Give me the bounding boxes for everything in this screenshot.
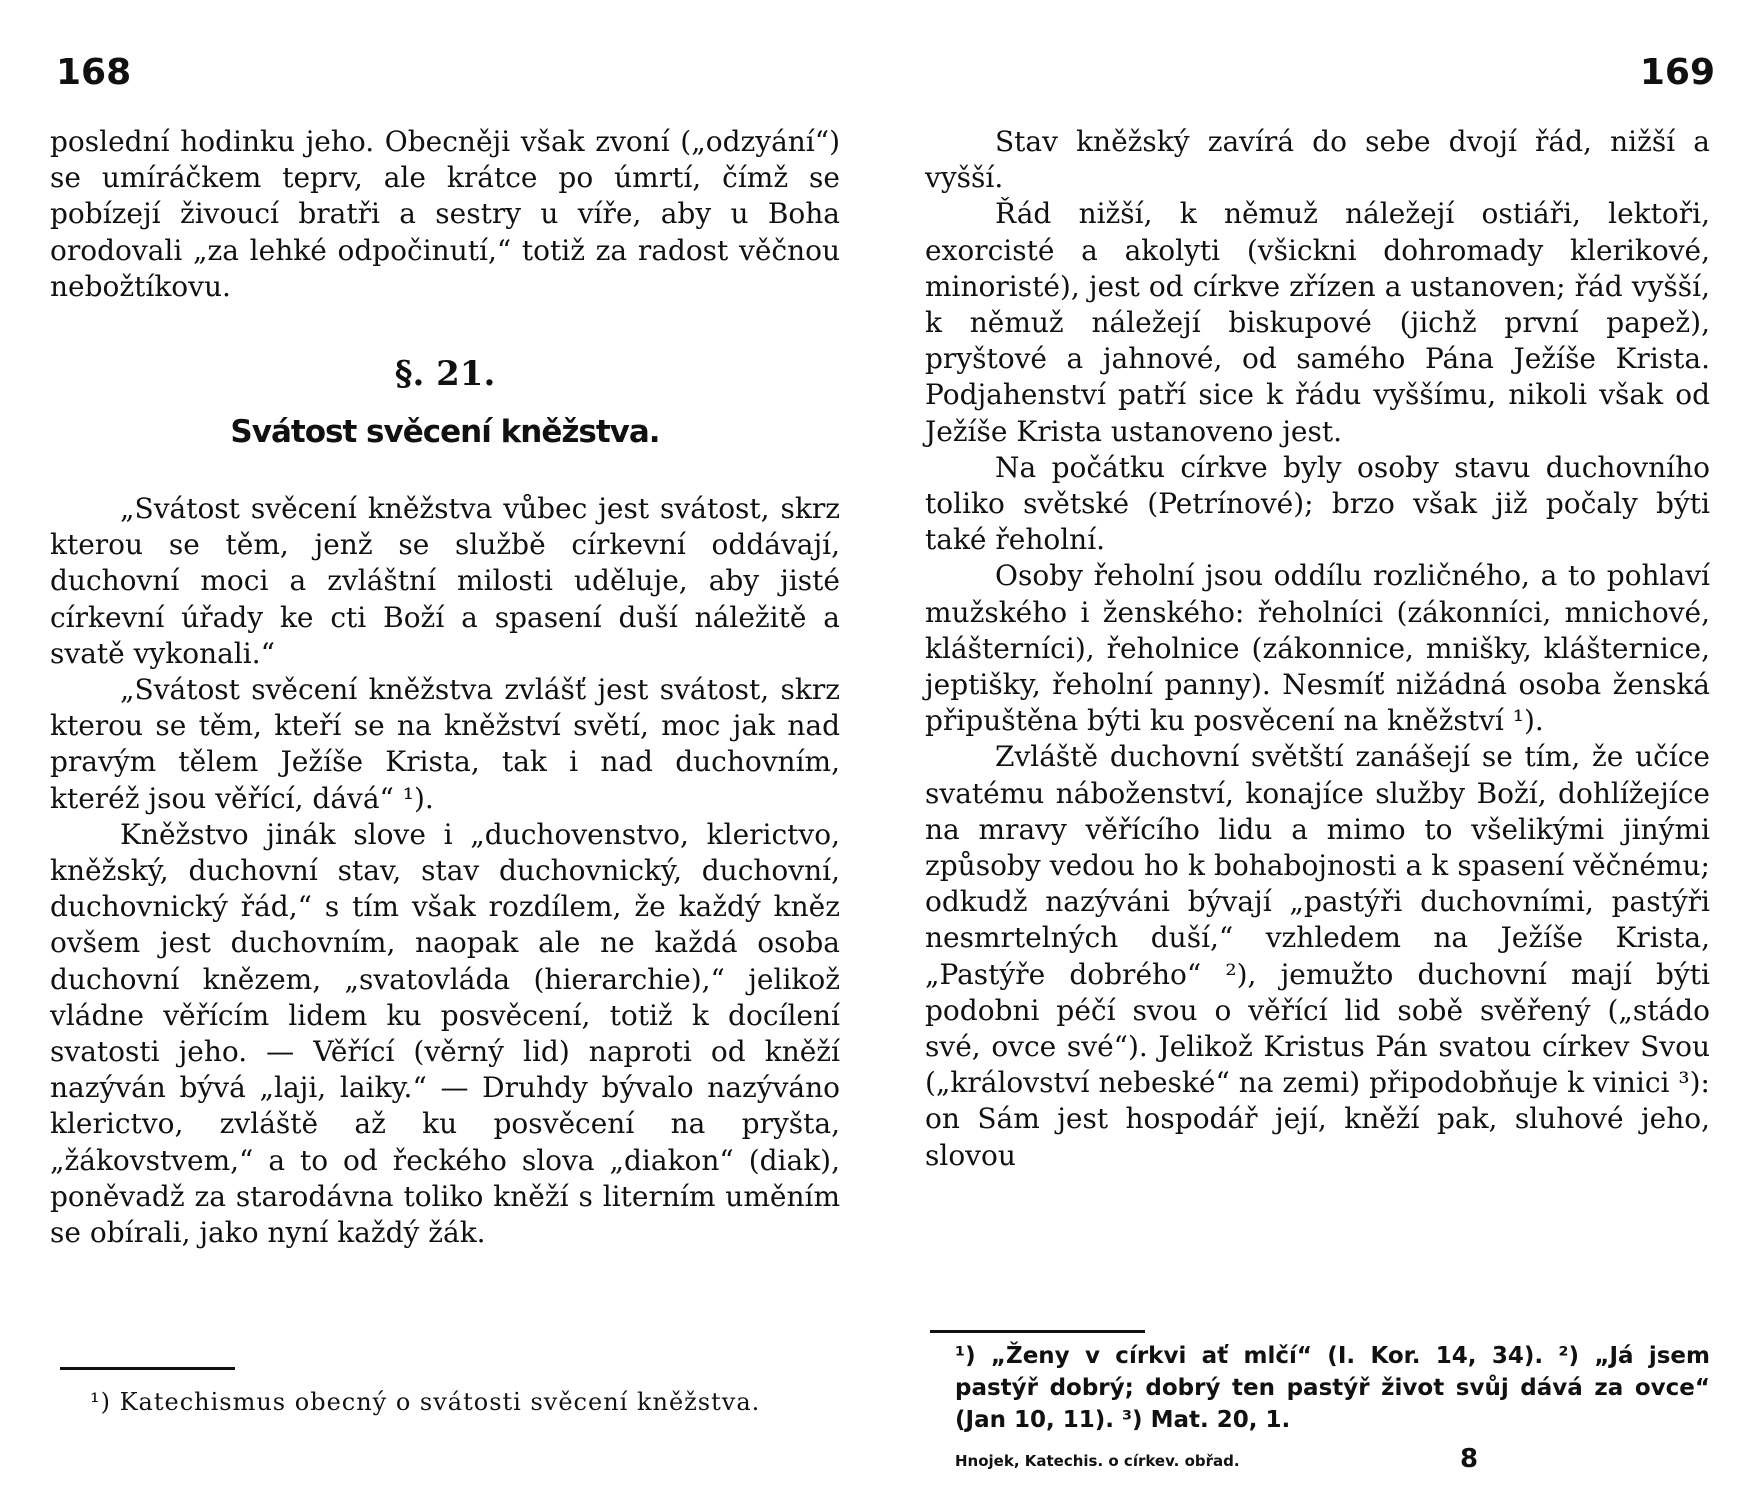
paragraph: Stav kněžský zavírá do sebe dvojí řád, nižší a vyšší.	[925, 125, 1710, 195]
footnote-rule	[930, 1330, 1145, 1333]
footnote-right: ¹) „Ženy v církvi ať mlčí“ (I. Kor. 14, 34). ²) „Já jsem pastýř dobrý; dobrý ten pastýř život svůj dává za ovce“ (Jan 10, 11). ³) Mat. 20, 1.	[955, 1343, 1710, 1433]
paragraph: poslední hodinku jeho. Obecněji však zvoní („odzyání“) se umíráčkem teprv, ale krátce po úmrtí, čímž se pobízejí živoucí bratři a sestry u víře, aby u Boha orodovali „za lehké odpočinutí,“ totiž za radost věčnou nebožtíkovu.	[50, 125, 840, 303]
paragraph: „Svátost svěcení kněžstva vůbec jest svátost, skrz kterou se těm, jenž se službě církevní oddávají, duchovní moci a zvláštní milosti uděluje, aby jisté církevní úřady ke cti Boží a spasení duší náležitě a svatě vykonali.“	[50, 492, 840, 670]
left-body-text	[50, 124, 840, 1251]
printer-signature: Hnojek, Katechis. o církev. obřad.	[955, 1452, 1240, 1470]
sheet-number: 8	[1460, 1444, 1479, 1474]
section-title: Svátost svěcení kněžstva.	[230, 414, 660, 451]
page-number-right: 169	[1639, 52, 1715, 93]
right-body-text	[925, 124, 1710, 1174]
paragraph: Řád nižší, k němuž náležejí ostiáři, lektoři, exorcisté a akolyti (všickni dohromady klerikové, minoristé), jest od církve zřízen a ustanoven; řád vyšší, k němuž náležejí biskupové (jichž první papež), pryštové a jahnové, od samého Pána Ježíše Krista. Podjahenství patří sice k řádu vyššímu, nikoli však od Ježíše Krista ustanoveno jest.	[925, 197, 1710, 448]
footnote-left: ¹) Katechismus obecný o svátosti svěcení kněžstva.	[90, 1388, 761, 1416]
paragraph: Kněžstvo jinák slove i „duchovenstvo, klerictvo, kněžský, duchovní stav, stav duchovnický, duchovní, duchovnický řád,“ s tím však rozdílem, že každý kněz ovšem jest duchovním, naopak ale ne každá osoba duchovní knězem, „svatovláda (hierarchie),“ jelikož vládne věřícím lidem ku posvěcení, totiž k docílení svatosti jeho. — Věřící (věrný lid) naproti od kněží nazýván bývá „laji, laiky.“ — Druhdy bývalo nazýváno klerictvo, zvláště až ku posvěcení na pryšta, „žákovstvem,“ a to od řeckého slova „diakon“ (diak), poněvadž za starodávna toliko kněží s literním uměním se obírali, jako nyní každý žák.	[50, 817, 840, 1250]
paragraph: Osoby řeholní jsou oddílu rozličného, a to pohlaví mužského i ženského: řeholníci (zákonníci, mnichové, klášterníci), řeholnice (zákonnice, mnišky, klášternice, jeptišky, řeholní panny). Nesmíť nižádná osoba ženská připuštěna býti ku posvěcení na kněžství ¹).	[925, 559, 1710, 738]
paragraph: Zvláště duchovní světští zanášejí se tím, že učíce svatému náboženství, konajíce služby Boží, dohlížejíce na mravy věřícího lidu a mimo to všelikými jinými způsoby vedou ho k bohabojnosti a k spasení věčnému; odkudž nazýváni bývají „pastýři duchovními, pastýři nesmrtelných duší,“ vzhledem na Ježíše Krista, „Pastýře dobrého“ ²), jemužto duchovní mají býti podobni péčí svou o věřící lid sobě svěřený („stádo své, ovce své“). Jelikož Kristus Pán svatou církev Svou („království nebeské“ na zemi) připodobňuje k vinici ³): on Sám jest hospodář její, kněží pak, sluhové jeho, slovou	[925, 740, 1710, 1172]
page-number-left: 168	[56, 52, 132, 93]
paragraph: „Svátost svěcení kněžstva zvlášť jest svátost, skrz kterou se těm, kteří se na kněžství světí, moc jak nad pravým tělem Ježíše Krista, tak i nad duchovním, kteréž jsou věřící, dává“ ¹).	[50, 673, 840, 815]
section-number: §. 21.	[394, 354, 496, 395]
paragraph: Na počátku církve byly osoby stavu duchovního toliko světské (Petrínové); brzo však již počaly býti také řeholní.	[925, 450, 1710, 557]
footnote-rule	[60, 1367, 235, 1370]
